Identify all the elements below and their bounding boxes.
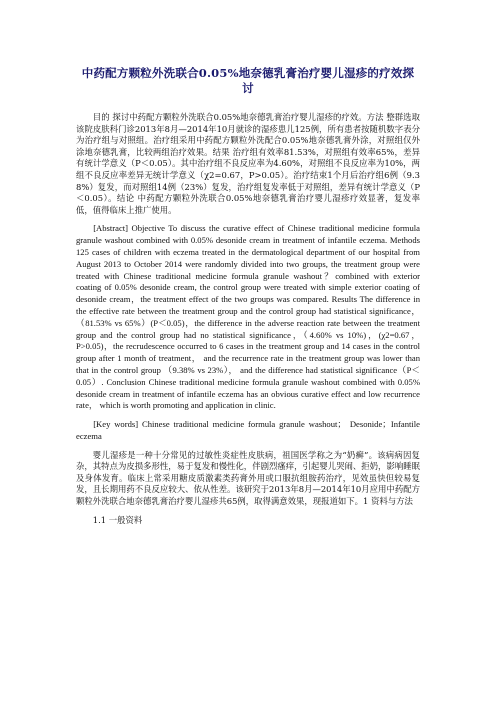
paper-title: 中药配方颗粒外洗联合0.05%地奈德乳膏治疗婴儿湿疹的疗效探讨 (81, 66, 415, 95)
keywords-english: [Key words] Chinese traditional medicine formula granule washout； Desonide；Infantile eczema (76, 419, 420, 441)
introduction-paragraph: 婴儿湿疹是一种十分常见的过敏性炎症性皮肤病，祖国医学称之为“奶癣”。该病病因复杂，其特点为皮损多形性，易于复发和慢性化，伴剧烈瘙痒，引起婴儿哭闹、拒奶，影响睡眠及身体发育。临床上常采用糖皮质激素类药膏外用或口服抗组胺药治疗，见效虽快但较易复发，且长期用药不良反应较大、依从性差。该研究于2013年8月—2014年10月应用中药配方颗粒外洗联合地奈德乳膏治疗婴儿湿疹共65例，取得满意效果，现报道如下。1 资料与方法 (76, 449, 420, 507)
section-heading: 1.1 一般资料 (92, 514, 143, 525)
abstract-chinese: 目的 探讨中药配方颗粒外洗联合0.05%地奈德乳膏治疗婴儿湿疹的疗效。方法 整群选取该院皮肤科门诊2013年8月—2014年10月就诊的湿疹患儿125例，所有患者按随机数字表分为治疗组与对照组。治疗组采用中药配方颗粒外洗配合0.05%地奈德乳膏外涂，对照组仅外涂地奈德乳膏，比较两组治疗效果。结果 治疗组有效率81.53%，对照组有效率65%，差异有统计学意义（P＜0.05）。其中治疗组不良反应率为4.60%，对照组不良反应率为10%，两组不良反应率差异无统计学意义（χ2=0.67，P>0.05）。治疗结束1个月后治疗组6例（9.38%）复发，而对照组14例（23%）复发，治疗组复发率低于对照组，差异有统计学意义（P＜0.05）。结论 中药配方颗粒外洗联合0.05%地奈德乳膏治疗婴儿湿疹疗效显著，复发率低，值得临床上推广使用。 (76, 112, 420, 215)
abstract-english: [Abstract] Objective To discuss the curative effect of Chinese traditional medicine formula granule washout combined with 0.05% desonide cream in treatment of infantile eczema. Methods 125 cases of children with eczema treated in the dermatological department of our hospital from August 2013 to October 2014 were randomly divided into two groups, the treatment group were treated with Chinese traditional medicine formula granule washout？combined with exterior coating of 0.05% desonide cream, the control group were treated with simple exterior coating of desonide cream，the treatment effect of the two groups was compared. Results The difference in the effective rate between the treatment group and the control group had statistical significance，（81.53% vs 65%）(P＜0.05)，the difference in the adverse reaction rate between the treatment group and the control group had no statistical significance，（4.60% vs 10%)，(χ2=0.67，P>0.05)，the recrudescence occurred to 6 cases in the treatment group and 14 cases in the control group after 1 month of treatment， and the recurrence rate in the treatment group was lower than that in the control group （9.38% vs 23%）， and the difference had statistical significance（P＜0.05）. Conclusion Chinese traditional medicine formula granule washout combined with 0.05% desonide cream in treatment of infantile eczema has an obvious curative effect and low recurrence rate， which is worth promoting and application in clinic. (76, 223, 420, 411)
